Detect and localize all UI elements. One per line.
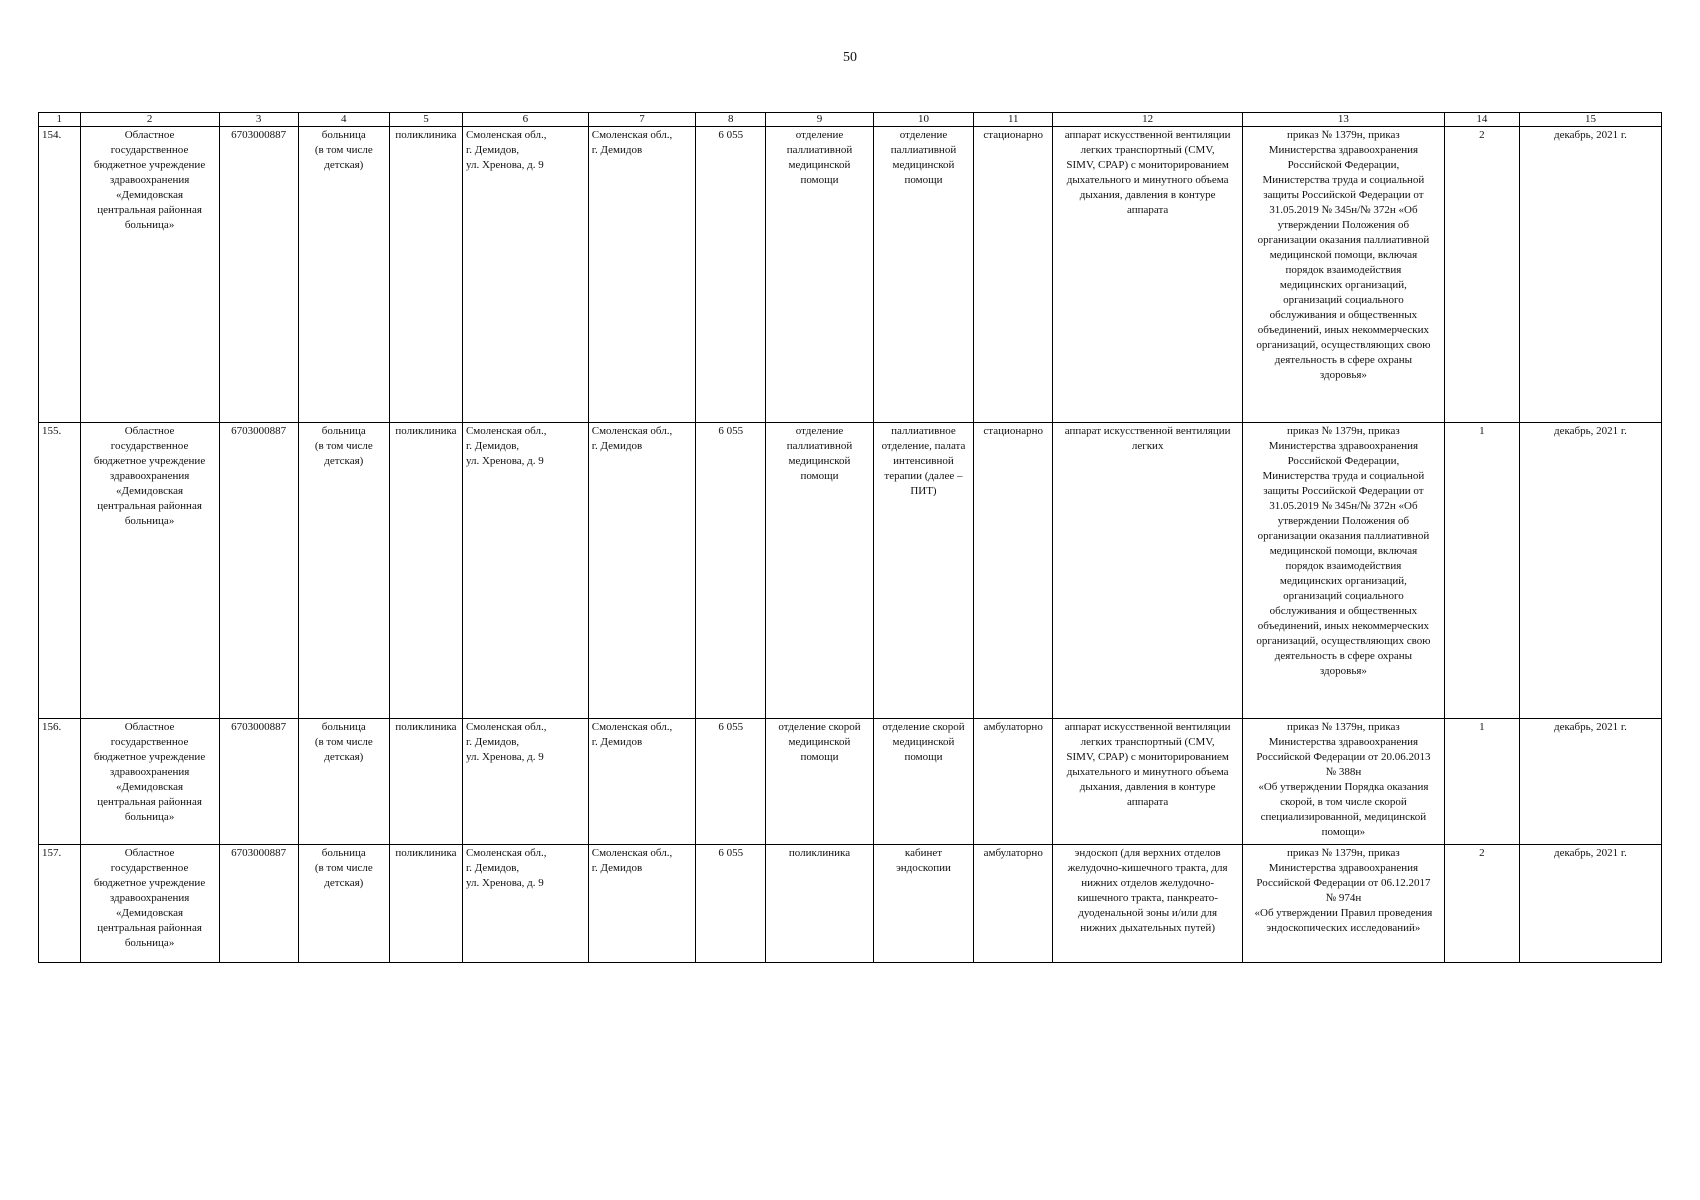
organization-type: больница (в том числе детская)	[298, 719, 389, 845]
organization-type: больница (в том числе детская)	[298, 423, 389, 719]
table-row	[39, 127, 1662, 423]
department: поликлиника	[766, 845, 874, 963]
col-header-7: 7	[588, 113, 696, 127]
col-header-13: 13	[1242, 113, 1444, 127]
col-header-15: 15	[1519, 113, 1661, 127]
delivery-date: декабрь, 2021 г.	[1519, 719, 1661, 845]
population: 6 055	[696, 719, 766, 845]
regulatory-order: приказ № 1379н, приказ Министерства здравоохранения Российской Федерации, Министерства труда и социальной защиты Российской Федерации от 31.05.2019 № 345н/№ 372н «Об утверждении Положения об организации оказания паллиативной медицинской помощи, включая порядок взаимодействия медицинских организаций, организаций социального обслуживания и общественных объединений, иных некоммерческих организаций, осуществляющих свою деятельность в сфере охраны здоровья»	[1242, 423, 1444, 719]
inn: 6703000887	[219, 719, 298, 845]
delivery-date: декабрь, 2021 г.	[1519, 423, 1661, 719]
col-header-6: 6	[462, 113, 588, 127]
subdivision: отделение паллиативной медицинской помощи	[873, 127, 973, 423]
structural-unit: поликлиника	[389, 127, 462, 423]
care-condition: стационарно	[974, 423, 1053, 719]
population: 6 055	[696, 845, 766, 963]
regulatory-order: приказ № 1379н, приказ Министерства здравоохранения Российской Федерации от 06.12.2017 № 974н «Об утверждении Правил проведения эндоскопических исследований»	[1242, 845, 1444, 963]
row-number: 157.	[39, 845, 81, 963]
row-number: 154.	[39, 127, 81, 423]
locality: Смоленская обл., г. Демидов	[588, 127, 696, 423]
department: отделение паллиативной медицинской помощи	[766, 127, 874, 423]
inn: 6703000887	[219, 127, 298, 423]
subdivision: отделение скорой медицинской помощи	[873, 719, 973, 845]
row-number: 155.	[39, 423, 81, 719]
organization-name: Областное государственное бюджетное учреждение здравоохранения «Демидовская центральная районная больница»	[80, 423, 219, 719]
table-row	[39, 845, 1662, 963]
care-condition: стационарно	[974, 127, 1053, 423]
organization-name: Областное государственное бюджетное учреждение здравоохранения «Демидовская центральная районная больница»	[80, 845, 219, 963]
equipment: аппарат искусственной вентиляции легких транспортный (CMV, SIMV, CPAP) с мониторированием дыхательного и минутного объема дыхания, давления в контуре аппарата	[1053, 719, 1243, 845]
column-number-row	[39, 113, 1662, 127]
population: 6 055	[696, 127, 766, 423]
quantity: 2	[1444, 845, 1519, 963]
table-row	[39, 719, 1662, 845]
structural-unit: поликлиника	[389, 845, 462, 963]
subdivision: паллиативное отделение, палата интенсивной терапии (далее – ПИТ)	[873, 423, 973, 719]
address: Смоленская обл., г. Демидов, ул. Хренова, д. 9	[462, 845, 588, 963]
regulatory-order: приказ № 1379н, приказ Министерства здравоохранения Российской Федерации от 20.06.2013 № 388н «Об утверждении Порядка оказания скорой, в том числе скорой специализированной, медицинской помощи»	[1242, 719, 1444, 845]
population: 6 055	[696, 423, 766, 719]
col-header-14: 14	[1444, 113, 1519, 127]
inn: 6703000887	[219, 423, 298, 719]
locality: Смоленская обл., г. Демидов	[588, 845, 696, 963]
col-header-3: 3	[219, 113, 298, 127]
col-header-4: 4	[298, 113, 389, 127]
equipment: аппарат искусственной вентиляции легких	[1053, 423, 1243, 719]
care-condition: амбулаторно	[974, 845, 1053, 963]
row-number: 156.	[39, 719, 81, 845]
structural-unit: поликлиника	[389, 719, 462, 845]
structural-unit: поликлиника	[389, 423, 462, 719]
address: Смоленская обл., г. Демидов, ул. Хренова, д. 9	[462, 719, 588, 845]
quantity: 1	[1444, 423, 1519, 719]
col-header-2: 2	[80, 113, 219, 127]
delivery-date: декабрь, 2021 г.	[1519, 845, 1661, 963]
col-header-1: 1	[39, 113, 81, 127]
equipment: эндоскоп (для верхних отделов желудочно-кишечного тракта, для нижних отделов желудочно- кишечного тракта, панкреато- дуоденальной зоны и/или для нижних дыхательных путей)	[1053, 845, 1243, 963]
organization-type: больница (в том числе детская)	[298, 845, 389, 963]
organization-name: Областное государственное бюджетное учреждение здравоохранения «Демидовская центральная районная больница»	[80, 127, 219, 423]
organization-type: больница (в том числе детская)	[298, 127, 389, 423]
department: отделение скорой медицинской помощи	[766, 719, 874, 845]
care-condition: амбулаторно	[974, 719, 1053, 845]
equipment: аппарат искусственной вентиляции легких транспортный (CMV, SIMV, CPAP) с мониторированием дыхательного и минутного объема дыхания, давления в контуре аппарата	[1053, 127, 1243, 423]
col-header-5: 5	[389, 113, 462, 127]
address: Смоленская обл., г. Демидов, ул. Хренова, д. 9	[462, 423, 588, 719]
col-header-8: 8	[696, 113, 766, 127]
col-header-12: 12	[1053, 113, 1243, 127]
inn: 6703000887	[219, 845, 298, 963]
department: отделение паллиативной медицинской помощи	[766, 423, 874, 719]
quantity: 1	[1444, 719, 1519, 845]
equipment-table	[38, 112, 1662, 963]
locality: Смоленская обл., г. Демидов	[588, 719, 696, 845]
regulatory-order: приказ № 1379н, приказ Министерства здравоохранения Российской Федерации, Министерства труда и социальной защиты Российской Федерации от 31.05.2019 № 345н/№ 372н «Об утверждении Положения об организации оказания паллиативной медицинской помощи, включая порядок взаимодействия медицинских организаций, организаций социального обслуживания и общественных объединений, иных некоммерческих организаций, осуществляющих свою деятельность в сфере охраны здоровья»	[1242, 127, 1444, 423]
col-header-10: 10	[873, 113, 973, 127]
quantity: 2	[1444, 127, 1519, 423]
table-row	[39, 423, 1662, 719]
locality: Смоленская обл., г. Демидов	[588, 423, 696, 719]
page-number: 50	[843, 50, 857, 65]
col-header-9: 9	[766, 113, 874, 127]
subdivision: кабинет эндоскопии	[873, 845, 973, 963]
col-header-11: 11	[974, 113, 1053, 127]
delivery-date: декабрь, 2021 г.	[1519, 127, 1661, 423]
organization-name: Областное государственное бюджетное учреждение здравоохранения «Демидовская центральная районная больница»	[80, 719, 219, 845]
address: Смоленская обл., г. Демидов, ул. Хренова, д. 9	[462, 127, 588, 423]
